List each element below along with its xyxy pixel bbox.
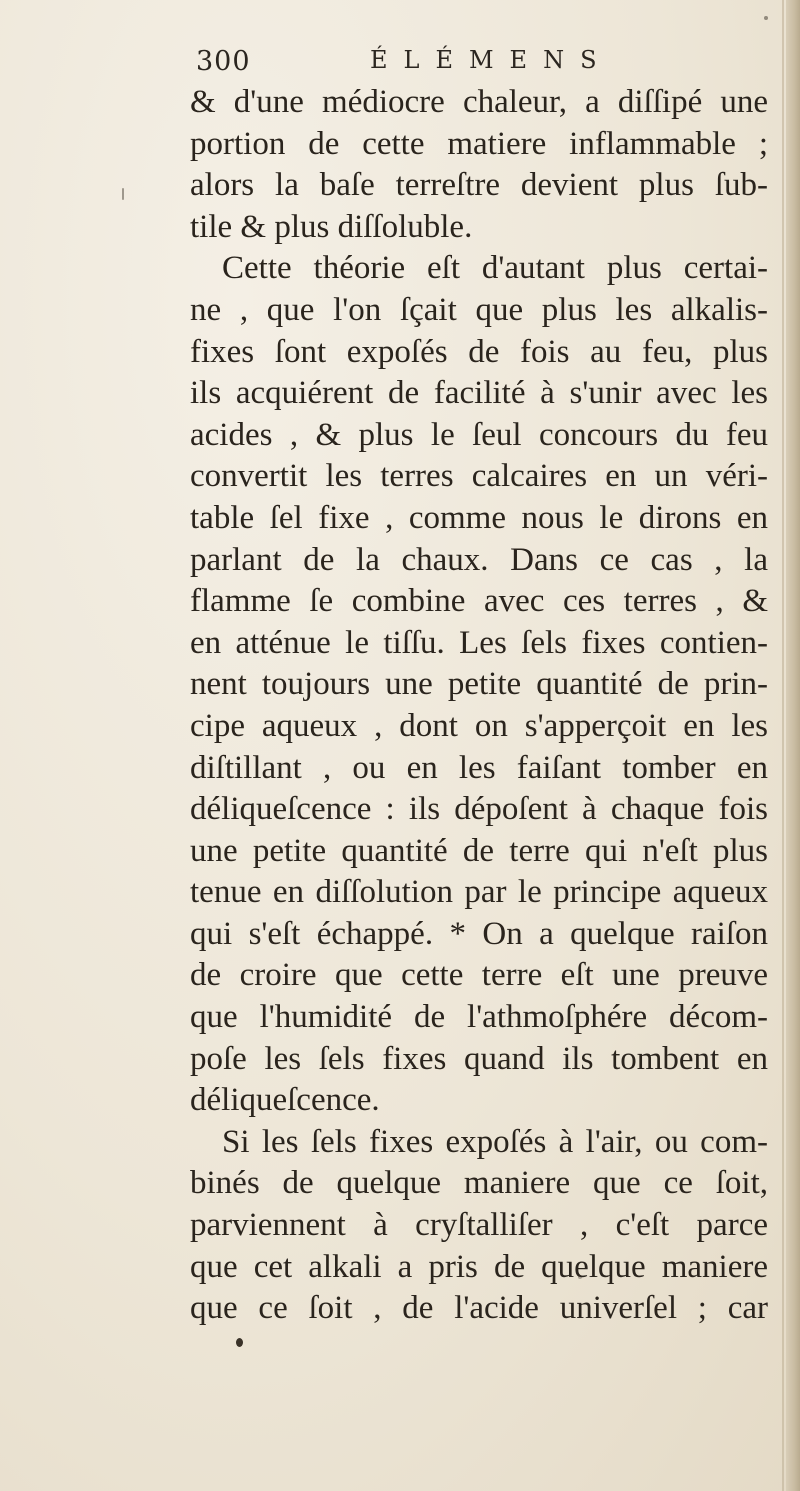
text-line: & d'une médiocre chaleur, a diſſipé une: [190, 84, 768, 120]
text-line: cipe aqueux , dont on s'apperçoit en les: [190, 707, 768, 744]
text-line: déliqueſcence : ils dépoſent à chaque fois: [190, 791, 768, 828]
page-edge: [786, 0, 800, 1491]
text-line: parlant de la chaux. Dans ce cas , la: [190, 541, 768, 578]
ink-spot: [578, 1275, 582, 1279]
ink-spot: [764, 16, 768, 20]
running-title: ÉLÉMENS: [370, 46, 613, 74]
text-line: tile & plus diſſoluble.: [190, 208, 473, 245]
text-line: ne , que l'on ſçait que plus les alkalis-: [190, 291, 768, 328]
ink-spot: [236, 1338, 243, 1347]
body-text: [190, 82, 768, 1330]
text-line: binés de quelque maniere que ce ſoit,: [190, 1165, 768, 1202]
text-line: nent toujours une petite quantité de prin-: [190, 666, 768, 703]
text-line: ils acquiérent de facilité à s'unir avec les: [190, 375, 768, 412]
text-line: tenue en diſſolution par le principe aqueux: [190, 874, 768, 911]
page-edge-shadow: [782, 0, 784, 1491]
page-number: 300: [196, 46, 251, 77]
text-line: convertit les terres calcaires en un véri-: [190, 458, 768, 495]
text-line: portion de cette matiere inflammable ;: [190, 125, 768, 162]
text-line: qui s'eſt échappé. * On a quelque raiſon: [190, 915, 768, 952]
text-line: Cette théorie eſt d'autant plus certai-: [222, 250, 768, 287]
text-line: parviennent à cryſtalliſer , c'eſt parce: [190, 1207, 768, 1244]
text-line: diſtillant , ou en les faiſant tomber en: [190, 749, 768, 786]
text-line: acides , & plus le ſeul concours du feu: [190, 416, 768, 453]
text-line: en atténue le tiſſu. Les ſels fixes contien-: [190, 624, 768, 661]
text-line: que ce ſoit , de l'acide univerſel ; car: [190, 1290, 768, 1327]
text-line: que cet alkali a pris de quelque maniere: [190, 1248, 768, 1285]
text-line: poſe les ſels fixes quand ils tombent en: [190, 1040, 768, 1077]
text-line: table ſel fixe , comme nous le dirons en: [190, 499, 768, 536]
text-line: que l'humidité de l'athmoſphére décom-: [190, 999, 768, 1036]
ink-spot: [122, 188, 124, 200]
text-line: Si les ſels fixes expoſés à l'air, ou com-: [222, 1123, 768, 1160]
text-line: de croire que cette terre eſt une preuve: [190, 957, 768, 994]
text-line: fixes ſont expoſés de fois au feu, plus: [190, 333, 768, 370]
text-line: une petite quantité de terre qui n'eſt plus: [190, 832, 768, 869]
text-line: déliqueſcence.: [190, 1082, 380, 1119]
text-line: flamme ſe combine avec ces terres , &: [190, 583, 768, 620]
text-line: alors la baſe terreſtre devient plus ſub-: [190, 167, 768, 204]
